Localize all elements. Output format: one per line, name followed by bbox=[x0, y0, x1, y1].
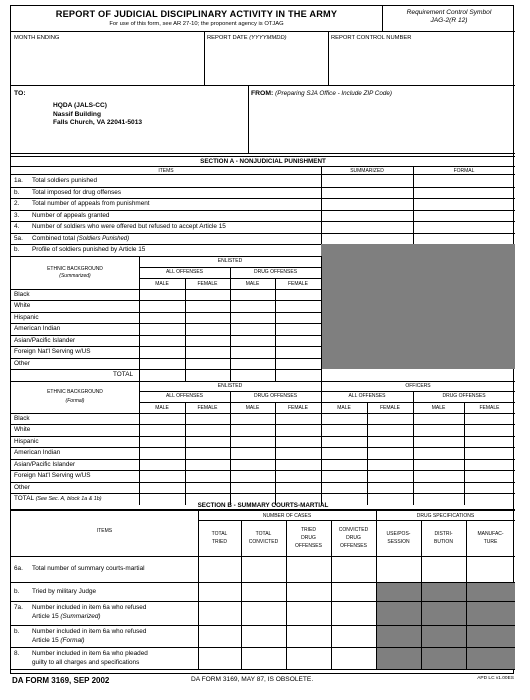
count-input[interactable] bbox=[139, 323, 185, 335]
section-a-row bbox=[11, 198, 515, 210]
count-input[interactable] bbox=[464, 459, 515, 471]
row-number: 4. bbox=[14, 223, 20, 230]
count-input[interactable] bbox=[367, 424, 413, 436]
column-header: CONVICTED bbox=[248, 539, 279, 545]
section-a-title: SECTION A - NONJUDICIAL PUNISHMENT bbox=[11, 157, 515, 167]
count-input[interactable] bbox=[464, 482, 515, 494]
column-header: DISTRI- bbox=[434, 531, 453, 537]
row-note: (Summarized) bbox=[60, 613, 101, 620]
count-input[interactable] bbox=[139, 413, 185, 425]
ethnic-row-label: Foreign Nat'l Serving w/US bbox=[14, 348, 91, 355]
shaded-cell bbox=[422, 602, 466, 625]
row-text: Total number of appeals from punishment bbox=[32, 200, 150, 207]
count-input[interactable] bbox=[230, 323, 275, 335]
female-header: FEMALE bbox=[287, 280, 308, 287]
count-input[interactable] bbox=[331, 625, 376, 647]
column-header: TRIED bbox=[212, 539, 227, 545]
drug-specs-header: DRUG SPECIFICATIONS bbox=[416, 513, 475, 519]
row-text: Number included in item 6a who refused bbox=[32, 628, 147, 635]
count-input[interactable] bbox=[413, 482, 464, 494]
row-label bbox=[32, 200, 150, 207]
to-label: TO: bbox=[14, 90, 26, 97]
ethnic-label: ETHNIC BACKGROUND bbox=[47, 388, 103, 395]
row-label bbox=[32, 212, 109, 219]
form-footer bbox=[10, 675, 514, 695]
count-input[interactable] bbox=[241, 556, 286, 582]
row-label bbox=[32, 177, 97, 184]
drug-offenses-header: DRUG OFFENSES bbox=[253, 392, 298, 399]
count-input[interactable] bbox=[185, 289, 230, 301]
male-header: MALE bbox=[431, 404, 446, 411]
row-text-line2: Article 15 bbox=[32, 637, 59, 644]
count-input[interactable] bbox=[185, 312, 230, 324]
count-input[interactable] bbox=[413, 413, 464, 425]
count-input[interactable] bbox=[241, 647, 286, 669]
count-input[interactable] bbox=[241, 625, 286, 647]
count-input[interactable] bbox=[198, 556, 241, 582]
count-input[interactable] bbox=[413, 470, 464, 482]
count-input[interactable] bbox=[185, 470, 230, 482]
count-input[interactable] bbox=[185, 323, 230, 335]
ethnic-sub: (Formal) bbox=[65, 397, 85, 404]
col-items: ITEMS bbox=[158, 168, 174, 174]
ethnic-row-label: Black bbox=[14, 290, 30, 298]
formal-input[interactable] bbox=[413, 210, 515, 222]
count-input[interactable] bbox=[275, 289, 321, 301]
count-input[interactable] bbox=[286, 582, 331, 601]
shaded-cell bbox=[467, 602, 515, 625]
col-formal: FORMAL bbox=[453, 168, 475, 174]
form-header bbox=[11, 6, 515, 32]
col-items: ITEMS bbox=[96, 528, 113, 534]
column-header: MANUFAC- bbox=[477, 531, 504, 537]
count-input[interactable] bbox=[230, 312, 275, 324]
row-label bbox=[32, 246, 145, 253]
column-header: USE/POS- bbox=[386, 531, 411, 537]
column-header: OFFENSES bbox=[340, 543, 367, 549]
row-text: Total imposed for drug offenses bbox=[32, 188, 122, 196]
row-text: Number included in item 6a who refused bbox=[32, 604, 147, 611]
row-text-line2: guilty to all charges and specifications bbox=[32, 659, 140, 666]
ethnic-row-label: Hispanic bbox=[14, 437, 39, 445]
count-input[interactable] bbox=[198, 601, 241, 625]
column-header: OFFENSES bbox=[295, 543, 322, 549]
count-input[interactable] bbox=[185, 447, 230, 459]
ethnic-row-label: Other bbox=[14, 483, 30, 491]
female-header: FEMALE bbox=[287, 404, 308, 411]
count-input[interactable] bbox=[139, 436, 185, 448]
row-number: 7a. bbox=[14, 604, 23, 611]
count-input[interactable] bbox=[230, 459, 275, 471]
count-input[interactable] bbox=[275, 436, 321, 448]
column-header: BUTION bbox=[434, 539, 453, 545]
count-input[interactable] bbox=[185, 424, 230, 436]
count-input[interactable] bbox=[367, 482, 413, 494]
shaded-cell bbox=[467, 583, 515, 601]
count-input[interactable] bbox=[230, 482, 275, 494]
column-header: TOTAL bbox=[211, 531, 228, 537]
count-input[interactable] bbox=[230, 447, 275, 459]
section-a-row bbox=[11, 187, 515, 199]
count-input[interactable] bbox=[464, 424, 515, 436]
shaded-cell bbox=[377, 626, 421, 647]
enlisted-header: ENLISTED bbox=[217, 382, 243, 389]
shaded-cell bbox=[377, 602, 421, 625]
row-text: Combined total bbox=[32, 234, 75, 242]
column-header: DRUG bbox=[346, 535, 361, 541]
count-input[interactable] bbox=[198, 647, 241, 669]
count-input[interactable] bbox=[185, 436, 230, 448]
row-text-2 bbox=[32, 637, 85, 644]
count-input[interactable] bbox=[464, 470, 515, 482]
month-ending-label: MONTH ENDING bbox=[14, 35, 60, 41]
count-input[interactable] bbox=[139, 300, 185, 312]
count-input[interactable] bbox=[367, 470, 413, 482]
count-input[interactable] bbox=[331, 556, 376, 582]
count-input[interactable] bbox=[321, 459, 367, 471]
all-offenses-header: ALL OFFENSES bbox=[348, 392, 386, 399]
ethnic-row-label: Asian/Pacific Islander bbox=[14, 460, 76, 468]
male-header: MALE bbox=[155, 280, 169, 287]
shaded-cell bbox=[467, 626, 515, 647]
count-input[interactable] bbox=[275, 470, 321, 482]
row-text: Number included in item 6a who pleaded bbox=[32, 650, 148, 657]
from-field[interactable] bbox=[251, 90, 392, 97]
count-input[interactable] bbox=[321, 482, 367, 494]
shaded-cell bbox=[422, 583, 466, 601]
number-of-cases-header: NUMBER OF CASES bbox=[262, 513, 312, 519]
shaded-cell bbox=[422, 626, 466, 647]
count-input[interactable] bbox=[367, 459, 413, 471]
requirement-control-symbol bbox=[383, 6, 515, 32]
all-offenses-header: ALL OFFENSES bbox=[165, 268, 204, 275]
count-input[interactable] bbox=[367, 413, 413, 425]
summarized-input[interactable] bbox=[321, 175, 413, 187]
row-text: Number of soldiers who were offered but refused to accept Article 15 bbox=[32, 223, 226, 230]
count-input[interactable] bbox=[230, 470, 275, 482]
count-input[interactable] bbox=[198, 625, 241, 647]
count-input[interactable] bbox=[139, 335, 185, 347]
count-input[interactable] bbox=[139, 424, 185, 436]
column-header: TOTAL bbox=[255, 531, 272, 537]
male-header: MALE bbox=[245, 404, 260, 411]
total-input[interactable] bbox=[230, 369, 275, 381]
row-text: Profile of soldiers punished by Article 15 bbox=[32, 246, 146, 253]
drug-offenses-header: DRUG OFFENSES bbox=[442, 392, 486, 399]
row-number: 3. bbox=[14, 211, 20, 219]
count-input[interactable] bbox=[230, 358, 275, 370]
section-a-row bbox=[11, 210, 515, 222]
shaded-area bbox=[321, 244, 515, 369]
count-input[interactable] bbox=[376, 556, 421, 582]
formal-input[interactable] bbox=[413, 198, 515, 210]
ethnic-row-label: Other bbox=[14, 359, 30, 367]
form-title-block bbox=[11, 6, 383, 32]
count-input[interactable] bbox=[321, 413, 367, 425]
section-b-title: SECTION B - SUMMARY COURTS-MARTIAL bbox=[11, 501, 515, 510]
formal-input[interactable] bbox=[413, 175, 515, 187]
section-a-row bbox=[11, 221, 515, 233]
shaded-cell bbox=[377, 583, 421, 601]
male-header: MALE bbox=[155, 404, 169, 411]
row-number: 6a. bbox=[14, 565, 23, 572]
female-header: FEMALE bbox=[197, 280, 218, 287]
count-input[interactable] bbox=[464, 413, 515, 425]
count-input[interactable] bbox=[230, 335, 275, 347]
count-input[interactable] bbox=[230, 346, 275, 358]
row-number: b. bbox=[14, 246, 20, 253]
count-input[interactable] bbox=[139, 312, 185, 324]
count-input[interactable] bbox=[230, 300, 275, 312]
shaded-cell bbox=[377, 648, 421, 669]
report-date-field[interactable] bbox=[204, 32, 328, 86]
count-input[interactable] bbox=[185, 413, 230, 425]
summarized-input[interactable] bbox=[321, 198, 413, 210]
count-input[interactable] bbox=[367, 447, 413, 459]
count-input[interactable] bbox=[331, 601, 376, 625]
row-number: 1a. bbox=[14, 177, 23, 184]
total-input[interactable] bbox=[139, 369, 185, 381]
report-date-format: (YYYYMMDD) bbox=[249, 35, 287, 41]
report-control-number-field[interactable] bbox=[328, 32, 515, 86]
row-number: 2. bbox=[14, 200, 20, 207]
report-control-label: REPORT CONTROL NUMBER bbox=[331, 35, 412, 41]
shaded-cell bbox=[422, 648, 466, 669]
to-address bbox=[53, 102, 142, 128]
total-note: (See Sec. A, block 1a & 1b) bbox=[35, 496, 102, 502]
count-input[interactable] bbox=[139, 346, 185, 358]
count-input[interactable] bbox=[275, 358, 321, 370]
count-input[interactable] bbox=[466, 556, 515, 582]
total-input[interactable] bbox=[275, 369, 321, 381]
count-input[interactable] bbox=[421, 556, 466, 582]
count-input[interactable] bbox=[413, 436, 464, 448]
column-header: TURE bbox=[483, 539, 498, 545]
column-header: CONVICTED bbox=[338, 527, 369, 533]
formal-input[interactable] bbox=[413, 221, 515, 233]
row-text: Total soldiers punished bbox=[32, 177, 98, 184]
row-number: b. bbox=[14, 587, 20, 595]
row-text-line2: Article 15 bbox=[32, 613, 59, 620]
count-input[interactable] bbox=[286, 647, 331, 669]
summarized-input[interactable] bbox=[321, 233, 413, 245]
count-input[interactable] bbox=[241, 601, 286, 625]
ethnic-row-label: American Indian bbox=[14, 449, 61, 456]
count-input[interactable] bbox=[321, 424, 367, 436]
count-input[interactable] bbox=[139, 459, 185, 471]
column-header: DRUG bbox=[301, 535, 316, 541]
female-header: FEMALE bbox=[479, 404, 500, 411]
ethnic-sub: (Summarized) bbox=[59, 272, 91, 279]
row-text: Total number of summary courts-martial bbox=[32, 565, 145, 572]
ethnic-row-label: Black bbox=[14, 414, 30, 422]
formal-input[interactable] bbox=[413, 233, 515, 245]
count-input[interactable] bbox=[230, 413, 275, 425]
count-input[interactable] bbox=[413, 447, 464, 459]
ethnic-label: ETHNIC BACKGROUND bbox=[47, 265, 103, 272]
section-a-row bbox=[11, 175, 515, 187]
total-label: TOTAL bbox=[113, 371, 134, 378]
column-header: TRIED bbox=[301, 527, 316, 533]
summarized-input[interactable] bbox=[321, 210, 413, 222]
count-input[interactable] bbox=[367, 436, 413, 448]
row-text-2 bbox=[32, 659, 139, 666]
count-input[interactable] bbox=[286, 556, 331, 582]
form-id: DA FORM 3169, SEP 2002 bbox=[12, 676, 110, 685]
rcs-label: Requirement Control Symbol bbox=[406, 9, 492, 16]
female-header: FEMALE bbox=[379, 404, 400, 411]
male-header: MALE bbox=[337, 404, 351, 411]
total-label: TOTAL bbox=[14, 495, 34, 502]
all-offenses-header: ALL OFFENSES bbox=[165, 392, 204, 399]
column-header: SESSION bbox=[387, 539, 410, 545]
ethnic-row-label: White bbox=[14, 426, 31, 433]
count-input[interactable] bbox=[464, 436, 515, 448]
officers-header: OFFICERS bbox=[405, 382, 431, 389]
count-input[interactable] bbox=[230, 289, 275, 301]
row-number: b. bbox=[14, 628, 20, 635]
count-input[interactable] bbox=[331, 582, 376, 601]
count-input[interactable] bbox=[139, 447, 185, 459]
count-input[interactable] bbox=[321, 436, 367, 448]
count-input[interactable] bbox=[275, 413, 321, 425]
count-input[interactable] bbox=[185, 346, 230, 358]
row-text: Number of appeals granted bbox=[32, 211, 110, 219]
count-input[interactable] bbox=[198, 582, 241, 601]
count-input[interactable] bbox=[413, 424, 464, 436]
ethnic-row-label: Foreign Nat'l Serving w/US bbox=[14, 472, 91, 479]
count-input[interactable] bbox=[230, 436, 275, 448]
count-input[interactable] bbox=[275, 424, 321, 436]
summarized-input[interactable] bbox=[321, 221, 413, 233]
row-number: b. bbox=[14, 188, 20, 196]
da-form-3169 bbox=[10, 5, 514, 674]
from-label: FROM: bbox=[251, 90, 274, 97]
count-input[interactable] bbox=[185, 300, 230, 312]
drug-offenses-header: DRUG OFFENSES bbox=[253, 268, 298, 275]
row-label bbox=[32, 189, 121, 196]
report-id-row bbox=[11, 32, 515, 86]
count-input[interactable] bbox=[275, 323, 321, 335]
count-input[interactable] bbox=[413, 459, 464, 471]
form-subtitle: For use of this form, see AR 27-10; the proponent agency is OTJAG bbox=[109, 21, 284, 27]
count-input[interactable] bbox=[275, 482, 321, 494]
count-input[interactable] bbox=[185, 335, 230, 347]
ethnic-row-label: Asian/Pacific Islander bbox=[14, 336, 76, 344]
female-header: FEMALE bbox=[197, 404, 218, 411]
section-a-col-header bbox=[11, 167, 515, 175]
count-input[interactable] bbox=[185, 358, 230, 370]
to-line: Falls Church, VA 22041-5013 bbox=[53, 119, 143, 126]
count-input[interactable] bbox=[275, 300, 321, 312]
count-input[interactable] bbox=[275, 459, 321, 471]
count-input[interactable] bbox=[286, 625, 331, 647]
month-ending-field[interactable] bbox=[11, 32, 204, 86]
enlisted-header: ENLISTED bbox=[217, 257, 243, 264]
total-input[interactable] bbox=[185, 369, 230, 381]
count-input[interactable] bbox=[321, 470, 367, 482]
count-input[interactable] bbox=[241, 582, 286, 601]
row-text: Tried by military Judge bbox=[32, 587, 97, 595]
count-input[interactable] bbox=[331, 647, 376, 669]
count-input[interactable] bbox=[139, 358, 185, 370]
ethnic-row-label: White bbox=[14, 302, 31, 309]
summarized-input[interactable] bbox=[321, 187, 413, 199]
ethnic-row-label: American Indian bbox=[14, 325, 61, 332]
section-a-row bbox=[11, 233, 515, 245]
row-text-2 bbox=[32, 613, 101, 620]
address-block bbox=[11, 86, 515, 154]
count-input[interactable] bbox=[139, 289, 185, 301]
count-input[interactable] bbox=[286, 601, 331, 625]
count-input[interactable] bbox=[230, 424, 275, 436]
count-input[interactable] bbox=[321, 447, 367, 459]
col-summarized: SUMMARIZED bbox=[350, 168, 384, 174]
count-input[interactable] bbox=[275, 346, 321, 358]
row-note: (Soldiers Punished) bbox=[76, 235, 130, 242]
version-label: APD LC v1.00ES bbox=[477, 676, 514, 681]
row-label bbox=[32, 223, 226, 230]
count-input[interactable] bbox=[139, 470, 185, 482]
rcs-value: JAG-2(R 12) bbox=[430, 17, 468, 24]
count-input[interactable] bbox=[185, 459, 230, 471]
report-date-label: REPORT DATE bbox=[207, 35, 248, 41]
count-input[interactable] bbox=[139, 482, 185, 494]
row-label bbox=[32, 235, 129, 242]
count-input[interactable] bbox=[275, 335, 321, 347]
from-hint: (Preparing SJA Office - Include ZIP Code) bbox=[275, 90, 392, 97]
count-input[interactable] bbox=[185, 482, 230, 494]
obsolete-notice: DA FORM 3169, MAY 87, IS OBSOLETE. bbox=[191, 676, 314, 683]
male-header: MALE bbox=[245, 280, 260, 287]
shaded-cell bbox=[467, 648, 515, 669]
row-number: 5a. bbox=[14, 234, 23, 242]
row-note: (Formal) bbox=[60, 637, 85, 644]
ethnic-row-label: Hispanic bbox=[14, 313, 39, 321]
count-input[interactable] bbox=[275, 447, 321, 459]
count-input[interactable] bbox=[464, 447, 515, 459]
row-number: 8. bbox=[14, 650, 20, 657]
formal-input[interactable] bbox=[413, 187, 515, 199]
to-line: Nassif Building bbox=[53, 110, 101, 118]
count-input[interactable] bbox=[275, 312, 321, 324]
form-title: REPORT OF JUDICIAL DISCIPLINARY ACTIVITY IN THE ARMY bbox=[55, 9, 338, 19]
to-line: HQDA (JALS-CC) bbox=[53, 102, 107, 109]
